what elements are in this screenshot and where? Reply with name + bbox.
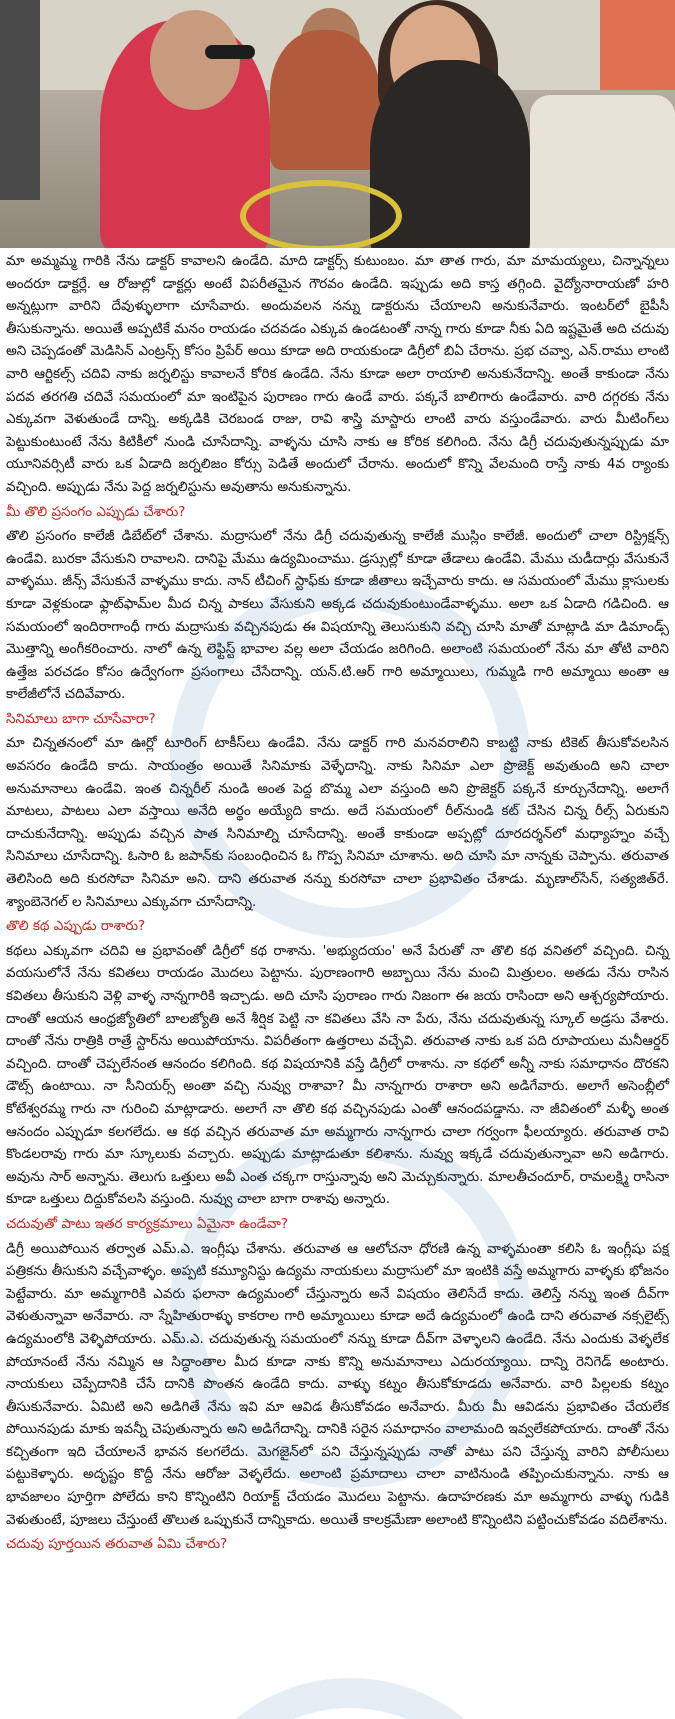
photo-person-edge-right <box>600 0 675 90</box>
article-body <box>0 248 675 1719</box>
photo-chair <box>530 95 675 248</box>
answer-paragraph: కథలు ఎక్కువగా చదివి ఆ ప్రభావంతో డిగ్రీలో కథ రాశాను. 'అభ్యుదయం' అనే పేరుతో నా తొలి కథ వనితలో వచ్చింది. చిన్న వయసులోనే నేను కవితలు రాయడం మొదలు పెట్టాను. పురాణంగారి అబ్బాయి నేను మంచి మిత్రులం. అతడు నేను రాసిన కవితలు తీసుకుని వెళ్లి వాళ్ళ నాన్నగారికి ఇచ్చాడు. అది చూసి పురాణం గారు నిజంగా ఈ జయ రాసిందా అని ఆశ్చర్యపోయారు. దాంతో ఆయన ఆంధ్రజ్యోతిలో బాలజ్యోతి అనే శీర్షిక పెట్టి నా కవితలు వేసి నా పేరు, నేను చదువుతున్న స్కూల్ అడ్రసు వేశారు. దాంతో నేను రాత్రికి రాత్రే స్టార్‌ను అయిపోయాను. విపరీతంగా ఉత్తరాలు వచ్చేవి. తరువాత నాకు ఒక పది రూపాయలు మనీఆర్డర్ వచ్చింది. దాంతో చెప్పలేనంత ఆనందం కలిగింది. కథ విషయానికి వస్తే డిగ్రీలో రాశాను. నా కథలో అన్నీ నాకు సమాధానం దొరకని డౌట్స్ ఉంటాయి. నా సీనియర్స్ అంతా వచ్చి నువ్వు రాశావా? మీ నాన్నగారు రాశారా అని అడిగేవారు. అలాగే అసెంబ్లీలో కోటేశ్వరమ్మ గారు నా గురించి మాట్లాడారు. అలాగే నా తొలి కథ వచ్చినపుడు ఎంతో ఆనందపడ్డాను. నా జీవితంలో మళ్ళీ అంత ఆనందం ఎప్పుడూ కలగలేదు. ఆ కథ వచ్చిన తరువాత మా అమ్మగారు నాన్నగారు చాలా గర్వంగా ఫీలయ్యారు. తరువాత రావి కొండలరావు గారు మా స్కూలుకు వచ్చారు. అప్పుడు మాట్లాడుతూ కలిశాను. నువ్వు ఇక్కడే చదువుతున్నావా అని అడిగారు. అవును సార్ అన్నాను. తెలుగు ఒత్తులు అవీ ఎంత చక్కగా రాస్తున్నావు అని మెచ్చుకున్నారు. మాలతీచందూర్, రామలక్ష్మి రాసినా కూడా ఒత్తులు దిద్దుకోవలసి వస్తుంది. నువ్వు చాలా బాగా రాశావు అన్నారు. <box>6 942 669 1208</box>
photo-yellow-cable <box>240 180 402 248</box>
question-heading: మీ తొలి ప్రసంగం ఎప్పుడు చేశారు? <box>6 503 186 520</box>
answer-paragraph: తొలి ప్రసంగం కాలేజీ డిబేట్‌లో చేశాను. మద్రాసులో నేను డిగ్రీ చదువుతున్న కాలేజీ ముస్లిం కాలేజీ. అందులో చాలా రిస్ట్రిక్షన్స్ ఉండేవి. బురకా వేసుకుని రావాలని. దానిపై మేము ఉద్యమించాము. డ్రస్సుల్లో కూడా తేడాలు ఉండేవి. మేము చుడీదార్లు వేసుకునే వాళ్ళము. జీన్స్ వేసుకునే వాళ్ళము కాదు. నాన్ టీచింగ్ స్టాఫ్‌కు కూడా జీతాలు ఇచ్చేవారు కాదు. ఆ సమయంలో మేము క్లాసులకు కూడా వెళ్లకుండా ఫ్లాట్‌ఫామ్‌ల మీద చిన్న పాకలు వేసుకుని అక్కడ చదువుకుంటుండేవాళ్ళము. అలా ఒక ఏడాది గడిచింది. ఆ సమయంలో ఇందిరాగాంధీ గారు మద్రాసుకు వచ్చినపుడు ఈ విషయాన్ని తెలుసుకుని వచ్చి చూసి మాతో మాట్లాడి మా డిమాండ్స్ మొత్తాన్ని అంగీకరించారు. నాలో ఉన్న లెఫ్టిస్ట్ భావాల వల్ల అలా చేయడం జరిగింది. అలాంటి సమయంలో నేను మా తోటి వారిని ఉత్తేజ పరచడం కోసం ఉద్వేగంగా ప్రసంగాలు చేసేదాన్ని. యన్.టి.ఆర్ గారి అమ్మాయిలు, గుమ్మడి గారి అమ్మాయి అంతా ఆ కాలేజీలోనే చదివేవారు. <box>6 528 669 703</box>
interview-photo <box>0 0 675 248</box>
question-heading: తొలి కథ ఎప్పుడు రాశారు? <box>6 918 146 935</box>
watermark-logo <box>170 1678 530 1719</box>
photo-person-background <box>270 30 380 170</box>
answer-paragraph: మా చిన్నతనంలో మా ఊర్లో టూరింగ్ టాకీస్‌లు ఉండేవి. నేను డాక్టర్ గారి మనవరాలిని కాబట్టి నాకు టికెట్ తీసుకోవలసిన అవసరం ఉండేది కాదు. సాయంత్రం అయితే సినిమాకు వెళ్ళేదాన్ని. నాకు సినిమా ఎలా ప్రొజెక్ట్ అవుతుంది అని చాలా అనుమానాలు ఉండేవి. ఇంత చిన్నరీల్ నుండి అంత పెద్ద బొమ్మ ఎలా వస్తుంది అని ప్రొజెక్టర్ పక్కనే కూర్చునేదాన్ని. అలాగే మాటలు, పాటలు ఎలా వస్తాయి అనేది అర్థం అయ్యేది కాదు. అదే సమయంలో రీల్‌నుండి కట్ చేసిన చిన్న రీల్స్ ఏరుకుని దాచుకునేదాన్ని. అప్పుడు వచ్చిన పాత సినిమాల్ని చూసేదాన్ని. అంతే కాకుండా అప్పట్లో దూరదర్శన్‌లో మధ్యాహ్నం వచ్చే సినిమాలు చూసేదాన్ని. ఓసారి ఓ జపాన్‌కు సంబంధించిన ఓ గొప్ప సినిమా చూశాను. అది చూసి మా నాన్నకు చెప్పాను. తరువాత తెలిసింది అది కురసోవా సినిమా అని. దాని తరువాత నన్ను కురసోవా చాలా ప్రభావితం చేశాడు. మృణాల్‌సేన్, సత్యజిత్‌రే. శ్యాంబెనెగల్ ల సినిమాలు ఎక్కువగా చూసేదాన్ని. <box>6 735 669 910</box>
answer-paragraph: మా అమ్మమ్మ గారికి నేను డాక్టర్ కావాలని ఉండేది. మాది డాక్టర్స్ కుటుంబం. మా తాత గారు, మా మామయ్యలు, చిన్నాన్నలు అందరూ డాక్టర్లే. ఆ రోజుల్లో డాక్టర్లు అంటే విపరీతమైన గౌరవం ఉండేది. ఇప్పుడు అది కాస్త తగ్గింది. వైద్యోనారాయణో హరి అన్నట్లుగా వారిని దేవుళ్ళులాగా చూసేవారు. అందువలన నన్ను డాక్టరును చేయాలని అనుకునేవారు. ఇంటర్‌లో బైపీసీ తీసుకున్నాను. అయితే అప్పటికే మనం రాయడం చదవడం ఎక్కువ ఉండటంతో నాన్న గారు కూడా నీకు ఏది ఇష్టమైతే అది చదువు అని చెప్పడంతో మెడిసిన్ ఎంట్రన్స్ కోసం ప్రిపేర్ అయి కూడా అది రాయకుండా డిగ్రీలో బిఏ చేరాను. ప్రభ చవ్వా, ఎన్.రాము లాంటి వారి ఆర్టికల్స్ చదివి నాకు జర్నలిస్టు కావాలనే కోరిక ఉండేది. నేను కూడా అలా రాయాలి అనుకునేదాన్ని. అంతే కాకుండా నేను పదవ తరగతి చదివే సమయంలో మా ఇంటిపైన పురాణం గారు ఉండే వారు. పక్కనే బాలిగారు ఉండేవారు. వారి దగ్గరకు నేను ఎక్కువగా వెళుతుండే దాన్ని. అక్కడికి చెరబండ రాజు, రావి శాస్త్రి మాస్టారు లాంటి వారు వస్తుండేవారు. వారు మీటింగ్‌లు పెట్టుకుంటుంటే నేను కిటికీలో నుండి చూసేదాన్ని. వాళ్ళను చూసి నాకు ఆ కోరిక కలిగింది. నేను డిగ్రీ చదువుతున్నప్పుడు మా యూనివర్సిటీ వారు ఒక ఏడాది జర్నలిజం కోర్సు పెడితే అందులో చేరాను. అందులో కొన్ని వేలమంది రాస్తే నాకు 4వ ర్యాంకు వచ్చింది. అప్పుడు నేను పెద్ద జర్నలిస్టును అవుతాను అనుకున్నాను. <box>6 253 669 495</box>
question-heading: చదువు పూర్తయిన తరువాత ఏమి చేశారు? <box>6 1536 228 1553</box>
photo-person-edge-left <box>0 0 40 200</box>
answer-paragraph: డిగ్రీ అయిపోయిన తర్వాత ఎమ్.ఎ. ఇంగ్లీషు చేశాను. తరువాత ఆ ఆలోచనా ధోరణి ఉన్న వాళ్ళమంతా కలిసి ఓ ఇంగ్లీషు పక్ష పత్రికను తీసుకుని వచ్చేవాళ్ళం. అప్పటి కమ్యూనిస్టు ఉద్యమ నాయకులు మద్రాసులో మా ఇంటికి వస్తే అమ్మగారు వాళ్ళకు భోజనం పెట్టేవారు. మా అమ్మగారికి ఎవరు ఫలానా ఉద్యమంలో చేస్తున్నారు అనే విషయం తెలిసేదే కాదు. తెలిస్తే నన్ను ఇంత దీవ్‌గా వెళుతున్నావా అనేవారు. నా స్నేహితురాళ్ళు కాకరాల గారి అమ్మాయిలు కూడా అదే ఉద్యమంలో ఉండి దాని తరువాత నక్సలైట్స్ ఉద్యమంలోకి వెళ్ళిపోయారు. ఎమ్.ఎ. చదువుతున్న సమయంలో నన్ను కూడా దీవ్‌గా వెళ్ళాలని ఉండేది. నేను ఎందుకు వెళ్ళలేక పోయానంటే నేను నమ్మిన ఆ సిద్ధాంతాల మీద కూడా నాకు కొన్ని అనుమానాలు ఎదురయ్యాయి. దాన్ని రెనిగెడ్ అంటారు. నాయకులు చెప్పేదానికి చేసే దానికి పొంతన ఉండేది కాదు. వాళ్ళు కట్నం తీసుకోకూడదు అనేవారు. వారి పిల్లలకు కట్నం తీసుకునేవారు. ఏమిటి అని అడిగితే నేను ఇవి మా ఆవిడ తీసుకోవడం అనేవారు. మీరు మీ ఆవిడను ప్రభావితం చేయలేక పోయినపుడు మాకు ఇవన్నీ చెపుతున్నారు అని అడిగేదాన్ని. దానికి సరైన సమాధానం వాలామంది ఇవ్వలేకపోయారు. దాంతో నేను కచ్చితంగా ఇది చేయాలనే భావన కలగలేదు. మెగజైన్‌లో పని చేస్తున్నప్పుడు నాతో పాటు పని చేస్తున్న వారిని పోలీసులు పట్టుకెళ్ళారు. అదృష్టం కొద్దీ నేను ఆరోజు వెళ్ళలేదు. అలాంటి ప్రమాదాలు చాలా వాటినుండి తప్పించుకున్నాను. నాకు ఆ భావజాలం పూర్తిగా పోలేదు కాని కొన్నింటిని రియాక్ట్ చేయడం మొదలు పెట్టాను. ఉదాహరణకు మా అమ్మగారు వాళ్ళు గుడికి వెళుతుంటే, పూజలు చేస్తుంటే తొలుత ఒప్పుకునే దాన్నికాదు. అయితే కాలక్రమేణా అలాంటి కొన్నింటిని పట్టించుకోవడం వదిలేశాను. <box>6 1240 669 1528</box>
photo-person-left-head <box>150 10 240 110</box>
question-heading: సినిమాలు బాగా చూసేవారా? <box>6 710 156 727</box>
photo-sunglasses <box>205 45 255 59</box>
question-heading: చదువుతో పాటు ఇతర కార్యక్రమాలు ఏమైనా ఉండేవా? <box>6 1215 289 1232</box>
